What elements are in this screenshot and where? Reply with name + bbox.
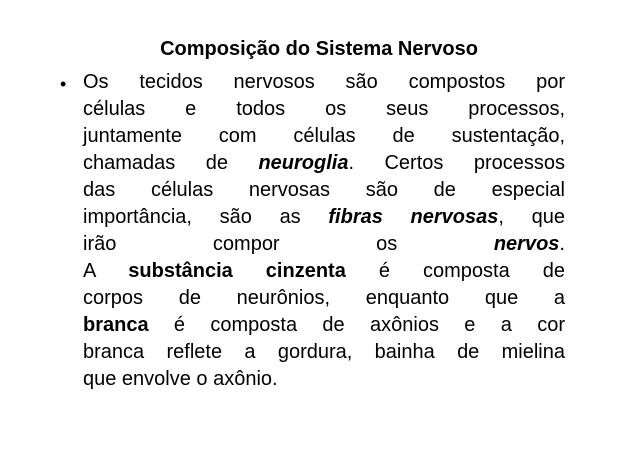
text-word: os [376, 233, 398, 255]
text-line-content: é composta de [345, 260, 566, 282]
text-word: compor [212, 233, 280, 255]
term-neuroglia: neuroglia [258, 152, 349, 174]
text-line-content: branca reflete a gordura, bainha de mielina [83, 341, 565, 363]
text-line [83, 177, 565, 204]
text-line [83, 285, 565, 312]
text-line [83, 150, 565, 177]
text-line-content: A [83, 260, 129, 282]
term-substancia-cinzenta: substância cinzenta [128, 260, 346, 282]
text-word [494, 231, 565, 258]
text-line [83, 339, 565, 366]
term-branca: branca [83, 314, 149, 336]
text-line [83, 231, 565, 258]
text-line-content: células e todos os seus processos, [83, 98, 565, 120]
text-line [83, 258, 565, 285]
text-line-content: corpos de neurônios, enquanto que a [83, 287, 565, 309]
text-line-content: é composta de axônios e a cor [148, 314, 565, 336]
text-word: irão [83, 233, 117, 255]
text-line [83, 366, 565, 393]
text-line-content: Os tecidos nervosos são compostos por [83, 71, 565, 93]
text-line [83, 204, 565, 231]
term-nervos: nervos [493, 233, 560, 255]
text-line-content: que envolve o axônio. [83, 368, 278, 390]
text-line-content: juntamente com células de sustentação, [83, 125, 565, 147]
punctuation: . [559, 233, 565, 255]
text-line-content: chamadas de [83, 152, 259, 174]
text-line-content: . Certos processos [348, 152, 566, 174]
text-line-content: importância, são as [83, 206, 329, 228]
text-line [83, 69, 565, 96]
bullet-icon: • [60, 74, 67, 94]
text-line-content: , que [498, 206, 566, 228]
text-line [83, 312, 565, 339]
slide-title: Composição do Sistema Nervoso [160, 38, 478, 60]
bullet-paragraph [83, 69, 565, 393]
text-line-content: das células nervosas são de especial [83, 179, 565, 201]
text-line [83, 96, 565, 123]
text-line [83, 123, 565, 150]
term-fibras-nervosas: fibras nervosas [328, 206, 499, 228]
